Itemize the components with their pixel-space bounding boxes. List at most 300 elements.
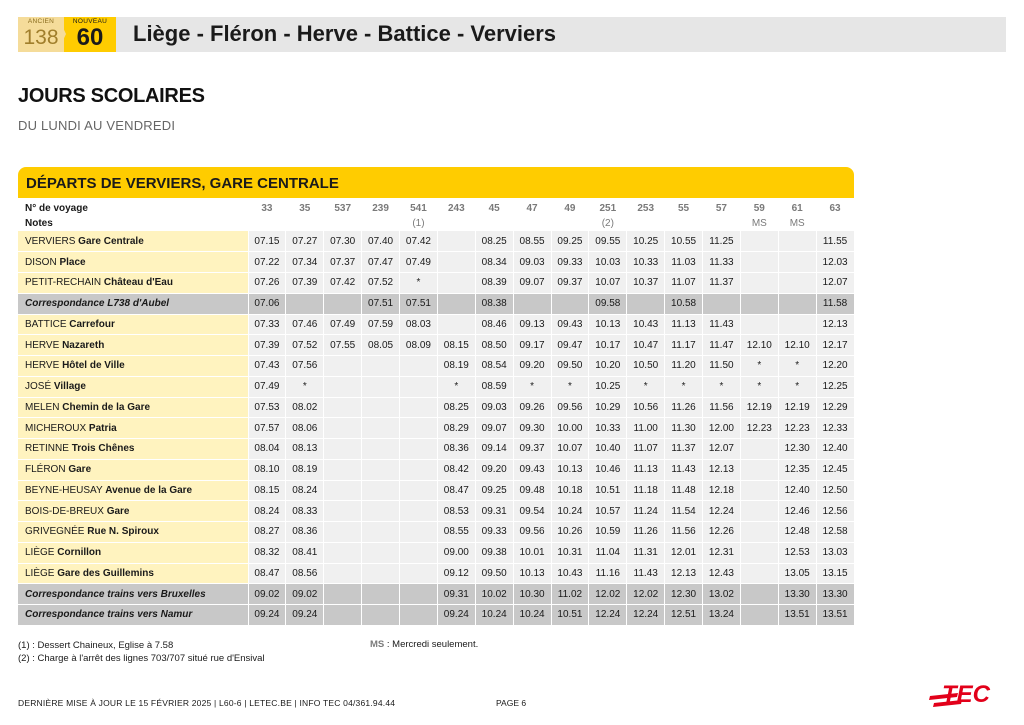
correspondence-row	[18, 293, 854, 314]
stop-name	[18, 356, 248, 377]
stop-name	[18, 273, 248, 294]
departure-time: 11.58	[816, 293, 854, 314]
stop-place: Cornillon	[57, 547, 102, 559]
departure-time: 10.56	[627, 397, 665, 418]
voyage-number: 537	[324, 201, 362, 216]
departure-time	[740, 605, 778, 626]
departure-time: 10.07	[589, 273, 627, 294]
departure-time: 07.46	[286, 314, 324, 335]
departure-time: 09.00	[437, 542, 475, 563]
departure-time: 10.58	[665, 293, 703, 314]
departure-time	[778, 231, 816, 252]
departure-time: *	[740, 356, 778, 377]
stop-row	[18, 356, 854, 377]
departure-time	[778, 293, 816, 314]
stop-city: JOSÉ	[25, 381, 52, 393]
ms-text: : Mercredi seulement.	[384, 639, 479, 650]
voyage-row	[18, 201, 854, 216]
departure-time: 12.03	[816, 252, 854, 273]
departure-time: 10.29	[589, 397, 627, 418]
departure-time: 12.58	[816, 522, 854, 543]
departure-time: 10.25	[589, 376, 627, 397]
correspondence-row	[18, 584, 854, 605]
stop-place: Avenue de la Gare	[105, 484, 193, 496]
departure-time: 12.29	[816, 397, 854, 418]
departure-time: 09.07	[513, 273, 551, 294]
new-line-badge	[64, 17, 116, 52]
departure-time: 10.47	[627, 335, 665, 356]
departure-time: 09.03	[475, 397, 513, 418]
departure-time: 13.24	[703, 605, 741, 626]
stop-name	[18, 314, 248, 335]
departure-time: 12.10	[778, 335, 816, 356]
stop-city: FLÉRON	[25, 464, 66, 476]
voyage-note: (1)	[400, 216, 438, 231]
departure-time: 10.43	[627, 314, 665, 335]
departure-time: 11.30	[665, 418, 703, 439]
voyage-number: 251	[589, 201, 627, 216]
departure-time	[400, 459, 438, 480]
departure-time: 10.51	[551, 605, 589, 626]
departure-time	[740, 480, 778, 501]
stop-row	[18, 273, 854, 294]
voyage-label: N° de voyage	[18, 201, 248, 216]
departure-time: 11.37	[665, 439, 703, 460]
departure-time: 08.15	[437, 335, 475, 356]
stop-row	[18, 376, 854, 397]
departure-time	[740, 439, 778, 460]
departure-time: 09.24	[286, 605, 324, 626]
voyage-note	[665, 216, 703, 231]
notes-label: Notes	[18, 216, 248, 231]
departure-time: 08.39	[475, 273, 513, 294]
departure-time: 08.59	[475, 376, 513, 397]
footer-info: DERNIÈRE MISE À JOUR LE 15 FÉVRIER 2025 | L60-6 | LETEC.BE | INFO TEC 04/361.94.44	[18, 698, 396, 708]
departure-time: 12.56	[816, 501, 854, 522]
badge-arrow-shape	[58, 17, 66, 51]
departure-time	[324, 418, 362, 439]
departure-time: 10.17	[589, 335, 627, 356]
departure-time	[513, 293, 551, 314]
section-subtitle: DU LUNDI AU VENDREDI	[18, 118, 176, 133]
voyage-number: 239	[362, 201, 400, 216]
departure-time	[778, 314, 816, 335]
departure-time: 13.15	[816, 563, 854, 584]
departure-time	[740, 563, 778, 584]
stop-row	[18, 542, 854, 563]
departure-time: 10.51	[589, 480, 627, 501]
departure-time: 08.38	[475, 293, 513, 314]
stop-city: MICHEROUX	[25, 422, 87, 434]
departure-time: 08.50	[475, 335, 513, 356]
departure-time: 10.02	[475, 584, 513, 605]
departure-time: 07.37	[324, 252, 362, 273]
stop-name	[18, 376, 248, 397]
stop-name	[18, 563, 248, 584]
departure-time: 12.20	[816, 356, 854, 377]
departure-time: 12.46	[778, 501, 816, 522]
stop-name	[18, 252, 248, 273]
stop-place: Gare	[68, 464, 92, 476]
departure-time	[740, 252, 778, 273]
stop-name	[18, 522, 248, 543]
stop-place: Château d'Eau	[103, 277, 173, 289]
departure-time: 07.43	[248, 356, 286, 377]
departure-time: 08.42	[437, 459, 475, 480]
departure-time: 11.25	[703, 231, 741, 252]
departure-time	[437, 252, 475, 273]
departure-time: 12.30	[778, 439, 816, 460]
stop-city: DISON	[25, 256, 57, 268]
departure-time: 10.50	[627, 356, 665, 377]
departure-time: 12.30	[665, 584, 703, 605]
departure-time: 12.24	[589, 605, 627, 626]
departure-time: 12.13	[665, 563, 703, 584]
departure-time: 12.35	[778, 459, 816, 480]
stop-name	[18, 584, 248, 605]
departure-time: 10.07	[551, 439, 589, 460]
new-line-label: NOUVEAU	[72, 18, 108, 25]
departure-time: 11.54	[665, 501, 703, 522]
voyage-note	[437, 216, 475, 231]
departure-time	[437, 293, 475, 314]
departure-time: 12.53	[778, 542, 816, 563]
departure-time: 09.25	[475, 480, 513, 501]
departure-time: 12.17	[816, 335, 854, 356]
voyage-note	[551, 216, 589, 231]
stop-row	[18, 459, 854, 480]
voyage-note	[513, 216, 551, 231]
departure-time: 09.55	[589, 231, 627, 252]
departure-time: 10.57	[589, 501, 627, 522]
departure-time: 10.01	[513, 542, 551, 563]
departure-time: 11.07	[665, 273, 703, 294]
footnote-ms	[370, 639, 478, 650]
voyage-note	[627, 216, 665, 231]
stop-place: Chemin de la Gare	[62, 401, 151, 413]
departure-time	[400, 605, 438, 626]
departure-time: 10.46	[589, 459, 627, 480]
departure-time: 10.26	[551, 522, 589, 543]
departure-time: 08.27	[248, 522, 286, 543]
stop-name	[18, 335, 248, 356]
correspondence-row	[18, 605, 854, 626]
departure-time: 11.13	[665, 314, 703, 335]
departure-time: 09.50	[551, 356, 589, 377]
departure-time: 10.03	[589, 252, 627, 273]
voyage-number: 35	[286, 201, 324, 216]
departure-time	[362, 418, 400, 439]
departure-time: 07.34	[286, 252, 324, 273]
stop-place: Correspondance trains vers Namur	[25, 609, 193, 621]
departure-time: 07.15	[248, 231, 286, 252]
departure-time: 12.40	[778, 480, 816, 501]
departure-time: 10.24	[551, 501, 589, 522]
departure-time: 09.17	[513, 335, 551, 356]
departure-time: 09.24	[248, 605, 286, 626]
departure-time: 11.56	[665, 522, 703, 543]
departure-time	[400, 480, 438, 501]
departure-time: 12.18	[703, 480, 741, 501]
departure-time: 12.23	[778, 418, 816, 439]
departure-time: *	[437, 376, 475, 397]
departure-time: 10.00	[551, 418, 589, 439]
departure-time: 11.17	[665, 335, 703, 356]
departure-time: 10.33	[589, 418, 627, 439]
departure-time: 09.58	[589, 293, 627, 314]
stop-place: Place	[59, 256, 86, 268]
stop-name	[18, 501, 248, 522]
departure-time	[437, 273, 475, 294]
departure-time	[362, 605, 400, 626]
stop-city: LIÈGE	[25, 547, 55, 559]
departure-time: 09.24	[437, 605, 475, 626]
departure-time: 08.54	[475, 356, 513, 377]
departure-time	[324, 563, 362, 584]
footnote-2: (2) : Charge à l'arrêt des lignes 703/707 situé rue d'Ensival	[18, 653, 265, 664]
departure-time: 13.30	[816, 584, 854, 605]
departure-time: 13.03	[816, 542, 854, 563]
tec-logo-icon	[928, 676, 1008, 710]
departure-time	[324, 542, 362, 563]
departure-time	[324, 397, 362, 418]
departure-time: 08.19	[286, 459, 324, 480]
stop-city: HERVE	[25, 360, 60, 372]
departure-time: 13.05	[778, 563, 816, 584]
voyage-number: 253	[627, 201, 665, 216]
departure-time: 09.14	[475, 439, 513, 460]
departure-time: 08.41	[286, 542, 324, 563]
departure-time: *	[740, 376, 778, 397]
departure-time	[740, 231, 778, 252]
departure-time: 11.13	[627, 459, 665, 480]
departure-time: 12.50	[816, 480, 854, 501]
voyage-number: 61	[778, 201, 816, 216]
stop-place: Hôtel de Ville	[62, 360, 125, 372]
departure-time: 08.15	[248, 480, 286, 501]
footnote-1: (1) : Dessert Chaineux, Eglise à 7.58	[18, 640, 174, 651]
departure-time: 12.43	[703, 563, 741, 584]
departure-time: 11.02	[551, 584, 589, 605]
departure-time	[362, 522, 400, 543]
departure-time: 08.36	[437, 439, 475, 460]
tec-logo-text: TEC	[942, 681, 990, 708]
departure-time: 10.13	[589, 314, 627, 335]
departure-time	[740, 314, 778, 335]
stop-place: Gare	[106, 505, 130, 517]
stop-place: Correspondance L738 d'Aubel	[25, 298, 170, 310]
stop-place: Carrefour	[69, 318, 115, 330]
departure-time: 07.49	[248, 376, 286, 397]
departure-time: 10.20	[589, 356, 627, 377]
departure-time: 07.51	[400, 293, 438, 314]
departure-time	[324, 293, 362, 314]
departure-time: 07.27	[286, 231, 324, 252]
departure-time	[400, 376, 438, 397]
departure-time: 09.20	[475, 459, 513, 480]
departure-time: 11.31	[627, 542, 665, 563]
departure-time	[400, 563, 438, 584]
new-line-number: 60	[76, 24, 104, 51]
departure-time: 12.24	[627, 605, 665, 626]
departure-time	[400, 584, 438, 605]
ms-code: MS	[370, 639, 385, 650]
stop-place: Rue N. Spiroux	[87, 526, 159, 538]
departure-time: 07.42	[324, 273, 362, 294]
departure-time: *	[778, 356, 816, 377]
departure-time: *	[513, 376, 551, 397]
departure-time: 08.03	[400, 314, 438, 335]
route-title: Liège - Fléron - Herve - Battice - Verviers	[133, 21, 557, 46]
departure-time: 12.31	[703, 542, 741, 563]
departure-time: 11.26	[627, 522, 665, 543]
notes-row	[18, 216, 854, 231]
departure-time: 10.59	[589, 522, 627, 543]
departure-time: 07.39	[286, 273, 324, 294]
departure-time	[437, 231, 475, 252]
departure-time: 09.37	[551, 273, 589, 294]
stop-row	[18, 480, 854, 501]
departure-time: *	[778, 376, 816, 397]
departure-time	[740, 501, 778, 522]
departure-time: 11.50	[703, 356, 741, 377]
departure-time: 09.47	[551, 335, 589, 356]
departure-time: 10.24	[475, 605, 513, 626]
departure-time: 10.24	[513, 605, 551, 626]
departure-time: 12.02	[589, 584, 627, 605]
departure-time: 11.33	[703, 252, 741, 273]
departure-time	[627, 293, 665, 314]
stop-row	[18, 397, 854, 418]
departure-time: 08.32	[248, 542, 286, 563]
departure-time: 09.43	[551, 314, 589, 335]
departure-time: 07.52	[286, 335, 324, 356]
departure-time	[362, 397, 400, 418]
departure-time	[362, 356, 400, 377]
departure-time: 08.02	[286, 397, 324, 418]
footnotes	[18, 639, 265, 665]
departure-time	[400, 397, 438, 418]
departure-time: 07.40	[362, 231, 400, 252]
departure-time: 11.26	[665, 397, 703, 418]
departure-time: 10.40	[589, 439, 627, 460]
departure-time: 08.46	[475, 314, 513, 335]
departure-time: *	[627, 376, 665, 397]
departure-time: 12.10	[740, 335, 778, 356]
departure-time: 07.06	[248, 293, 286, 314]
voyage-number: 59	[740, 201, 778, 216]
voyage-note	[362, 216, 400, 231]
departure-time	[324, 376, 362, 397]
voyage-note	[286, 216, 324, 231]
departure-time: 08.09	[400, 335, 438, 356]
stop-row	[18, 418, 854, 439]
departure-time: 09.31	[437, 584, 475, 605]
stop-name	[18, 459, 248, 480]
departure-time: 13.51	[816, 605, 854, 626]
stop-city: BEYNE-HEUSAY	[25, 484, 103, 496]
departure-time	[362, 501, 400, 522]
departure-time: *	[400, 273, 438, 294]
stop-city: VERVIERS	[25, 235, 76, 247]
departure-time	[400, 501, 438, 522]
departure-time	[778, 252, 816, 273]
departure-time: 12.07	[703, 439, 741, 460]
departure-time: 07.59	[362, 314, 400, 335]
departure-time: 08.24	[248, 501, 286, 522]
stop-place: Village	[53, 381, 86, 393]
stop-city: HERVE	[25, 339, 60, 351]
departure-time: 11.47	[703, 335, 741, 356]
departure-time: 13.51	[778, 605, 816, 626]
departure-time	[778, 273, 816, 294]
departure-time: 13.30	[778, 584, 816, 605]
departure-time: 09.56	[513, 522, 551, 543]
old-line-label: ANCIEN	[27, 18, 55, 25]
stop-row	[18, 314, 854, 335]
timetable-title: DÉPARTS DE VERVIERS, GARE CENTRALE	[26, 175, 339, 192]
departure-time: 11.20	[665, 356, 703, 377]
departure-time	[740, 273, 778, 294]
departure-time: 11.43	[665, 459, 703, 480]
voyage-note	[475, 216, 513, 231]
departure-time: 08.55	[437, 522, 475, 543]
departure-time	[740, 459, 778, 480]
departure-time: 09.43	[513, 459, 551, 480]
departure-time: 12.23	[740, 418, 778, 439]
departure-time: 09.54	[513, 501, 551, 522]
departure-time: 11.43	[703, 314, 741, 335]
departure-time	[286, 293, 324, 314]
departure-time	[703, 293, 741, 314]
departure-time: 09.20	[513, 356, 551, 377]
departure-time: 08.10	[248, 459, 286, 480]
stop-row	[18, 439, 854, 460]
departure-time: 11.24	[627, 501, 665, 522]
departure-time: 12.13	[816, 314, 854, 335]
departure-time: 11.16	[589, 563, 627, 584]
departure-time: 07.53	[248, 397, 286, 418]
departure-time: 10.33	[627, 252, 665, 273]
departure-time: 09.56	[551, 397, 589, 418]
departure-time: 08.36	[286, 522, 324, 543]
departure-time: 07.47	[362, 252, 400, 273]
voyage-note	[248, 216, 286, 231]
departure-time	[324, 439, 362, 460]
departure-time: 08.55	[513, 231, 551, 252]
stop-row	[18, 501, 854, 522]
departure-time: 08.53	[437, 501, 475, 522]
departure-time: 09.31	[475, 501, 513, 522]
departure-time: 12.24	[703, 501, 741, 522]
stop-row	[18, 522, 854, 543]
departure-time: 08.25	[475, 231, 513, 252]
departure-time: 12.19	[778, 397, 816, 418]
departure-time: *	[665, 376, 703, 397]
old-line-number: 138	[23, 26, 59, 49]
departure-time: *	[551, 376, 589, 397]
departure-time: 08.13	[286, 439, 324, 460]
departure-time: 10.43	[551, 563, 589, 584]
departure-time: 12.00	[703, 418, 741, 439]
departure-time: 08.33	[286, 501, 324, 522]
departure-time: 09.03	[513, 252, 551, 273]
departure-time	[324, 522, 362, 543]
departure-time: 07.22	[248, 252, 286, 273]
departure-time	[400, 522, 438, 543]
departure-time: 11.03	[665, 252, 703, 273]
departure-time	[324, 480, 362, 501]
